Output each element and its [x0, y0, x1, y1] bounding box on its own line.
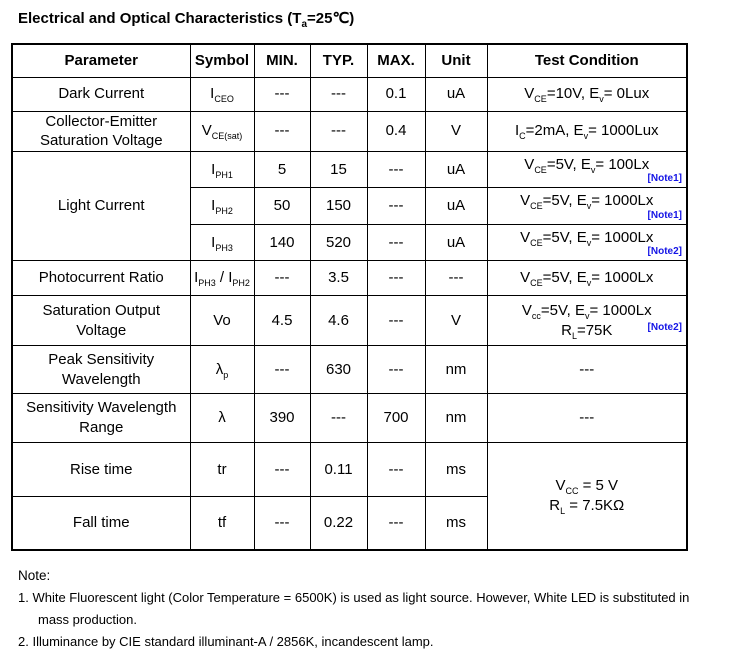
- note-reference: [Note1]: [647, 210, 682, 222]
- page-title-text: Electrical and Optical Characteristics (T: [18, 10, 302, 27]
- condition-cell: [487, 261, 687, 296]
- page-title-subscript: a: [301, 19, 308, 30]
- symbol-cell: $I_{PH3} / I_{PH2}$: [190, 261, 254, 296]
- symbol-cell: Vo: [190, 296, 254, 346]
- unit-cell: ---: [425, 261, 487, 296]
- max-cell: ---: [367, 497, 425, 550]
- characteristics-table: [11, 43, 688, 551]
- condition-text: $V_{CE}=5V$, $E_v= 1000Lx$: [520, 192, 654, 212]
- parameter-cell: Saturation Output Voltage: [12, 296, 190, 346]
- typ-cell: 4.6: [310, 296, 367, 346]
- parameter-cell: Peak Sensitivity Wavelength: [12, 346, 190, 394]
- typ-cell: ---: [310, 394, 367, 443]
- max-cell: ---: [367, 188, 425, 225]
- page-title-suffix: =25℃): [307, 10, 355, 27]
- table-row: [12, 394, 687, 443]
- table-row: [12, 152, 687, 188]
- min-cell: 390: [254, 394, 310, 443]
- symbol-cell: $I_{PH2}$: [190, 188, 254, 225]
- unit-cell: nm: [425, 346, 487, 394]
- table-row: [12, 443, 687, 497]
- column-header-symbol: Symbol: [190, 44, 254, 77]
- max-cell: 0.1: [367, 77, 425, 111]
- symbol-cell: $I_{PH3}$: [190, 225, 254, 261]
- column-header-min: MIN.: [254, 44, 310, 77]
- min-cell: ---: [254, 443, 310, 497]
- table-row: [12, 77, 687, 111]
- typ-cell: 15: [310, 152, 367, 188]
- typ-cell: 150: [310, 188, 367, 225]
- min-cell: ---: [254, 111, 310, 152]
- condition-cell: [487, 296, 687, 346]
- unit-cell: uA: [425, 152, 487, 188]
- max-cell: 700: [367, 394, 425, 443]
- parameter-cell: Fall time: [12, 497, 190, 550]
- typ-cell: 0.11: [310, 443, 367, 497]
- column-header-parameter: Parameter: [12, 44, 190, 77]
- condition-cell: [487, 346, 687, 394]
- typ-cell: 0.22: [310, 497, 367, 550]
- max-cell: ---: [367, 261, 425, 296]
- note-reference: [Note2]: [647, 322, 682, 334]
- typ-cell: 3.5: [310, 261, 367, 296]
- parameter-cell: Photocurrent Ratio: [12, 261, 190, 296]
- max-cell: ---: [367, 346, 425, 394]
- page-title: [18, 9, 739, 30]
- condition-text: $V_{CE}=5V$, $E_v= 1000Lx$: [520, 229, 654, 249]
- condition-cell: [487, 77, 687, 111]
- unit-cell: ms: [425, 497, 487, 550]
- note-reference: [Note1]: [647, 173, 682, 185]
- note-reference: [Note2]: [647, 246, 682, 258]
- max-cell: 0.4: [367, 111, 425, 152]
- table-row: [12, 346, 687, 394]
- unit-cell: ms: [425, 443, 487, 497]
- typ-cell: 520: [310, 225, 367, 261]
- min-cell: ---: [254, 261, 310, 296]
- typ-cell: ---: [310, 111, 367, 152]
- typ-cell: ---: [310, 77, 367, 111]
- condition-cell: [487, 188, 687, 225]
- min-cell: 5: [254, 152, 310, 188]
- unit-cell: uA: [425, 77, 487, 111]
- min-cell: ---: [254, 346, 310, 394]
- datasheet-page: [0, 9, 739, 660]
- symbol-cell: tr: [190, 443, 254, 497]
- min-cell: 4.5: [254, 296, 310, 346]
- condition-cell: [487, 111, 687, 152]
- parameter-cell: Rise time: [12, 443, 190, 497]
- unit-cell: uA: [425, 225, 487, 261]
- parameter-cell: Light Current: [12, 152, 190, 261]
- min-cell: 50: [254, 188, 310, 225]
- column-header-unit: Unit: [425, 44, 487, 77]
- parameter-cell: Sensitivity Wavelength Range: [12, 394, 190, 443]
- notes-heading: Note:: [18, 567, 51, 583]
- notes-section: [18, 568, 739, 649]
- max-cell: ---: [367, 152, 425, 188]
- symbol-cell: $\lambda_p$: [190, 346, 254, 394]
- parameter-cell: Collector-Emitter Saturation Voltage: [12, 111, 190, 152]
- note-item-1-line-1: 1. White Fluorescent light (Color Temperature = 6500K) is used as light source. However, White LED is substituted in: [18, 589, 690, 605]
- unit-cell: V: [425, 111, 487, 152]
- condition-text: $V_{CE}=5V$, $E_v= 100Lx$: [524, 156, 650, 176]
- condition-text: ---: [579, 360, 595, 378]
- column-header-test-condition: Test Condition: [487, 44, 687, 77]
- max-cell: ---: [367, 296, 425, 346]
- min-cell: ---: [254, 497, 310, 550]
- condition-text: $V_{CE}=5V$, $E_v= 1000Lx$: [520, 269, 654, 289]
- parameter-cell: Dark Current: [12, 77, 190, 111]
- column-header-max: MAX.: [367, 44, 425, 77]
- condition-text: ---: [579, 409, 595, 427]
- min-cell: ---: [254, 77, 310, 111]
- note-item-1-line-2: mass production.: [38, 611, 137, 627]
- note-item-2-line-1: 2. Illuminance by CIE standard illuminant-A / 2856K, incandescent lamp.: [18, 633, 434, 649]
- symbol-cell: $I_{PH1}$: [190, 152, 254, 188]
- unit-cell: V: [425, 296, 487, 346]
- condition-cell: [487, 152, 687, 188]
- condition-text: $V_{CE}=10V$, $E_v= 0Lux$: [524, 85, 650, 105]
- table-row: [12, 296, 687, 346]
- condition-text: $I_C=2mA$, $E_v= 1000Lux$: [514, 122, 659, 142]
- condition-cell: [487, 443, 687, 550]
- condition-text: $V_{cc}=5V$, $E_v= 1000Lx$ $R_L=75K$: [521, 301, 652, 341]
- column-header-typ: TYP.: [310, 44, 367, 77]
- symbol-cell: $I_{CEO}$: [190, 77, 254, 111]
- max-cell: ---: [367, 225, 425, 261]
- symbol-cell: λ: [190, 394, 254, 443]
- table-row: [12, 111, 687, 152]
- table-row: [12, 261, 687, 296]
- typ-cell: 630: [310, 346, 367, 394]
- max-cell: ---: [367, 443, 425, 497]
- condition-cell: [487, 394, 687, 443]
- symbol-cell: $V_{CE(sat)}$: [190, 111, 254, 152]
- condition-text: $V_{CC} = 5$ V $R_L = 7.5K\Omega$: [549, 477, 625, 516]
- condition-cell: [487, 225, 687, 261]
- symbol-cell: tf: [190, 497, 254, 550]
- min-cell: 140: [254, 225, 310, 261]
- unit-cell: nm: [425, 394, 487, 443]
- unit-cell: uA: [425, 188, 487, 225]
